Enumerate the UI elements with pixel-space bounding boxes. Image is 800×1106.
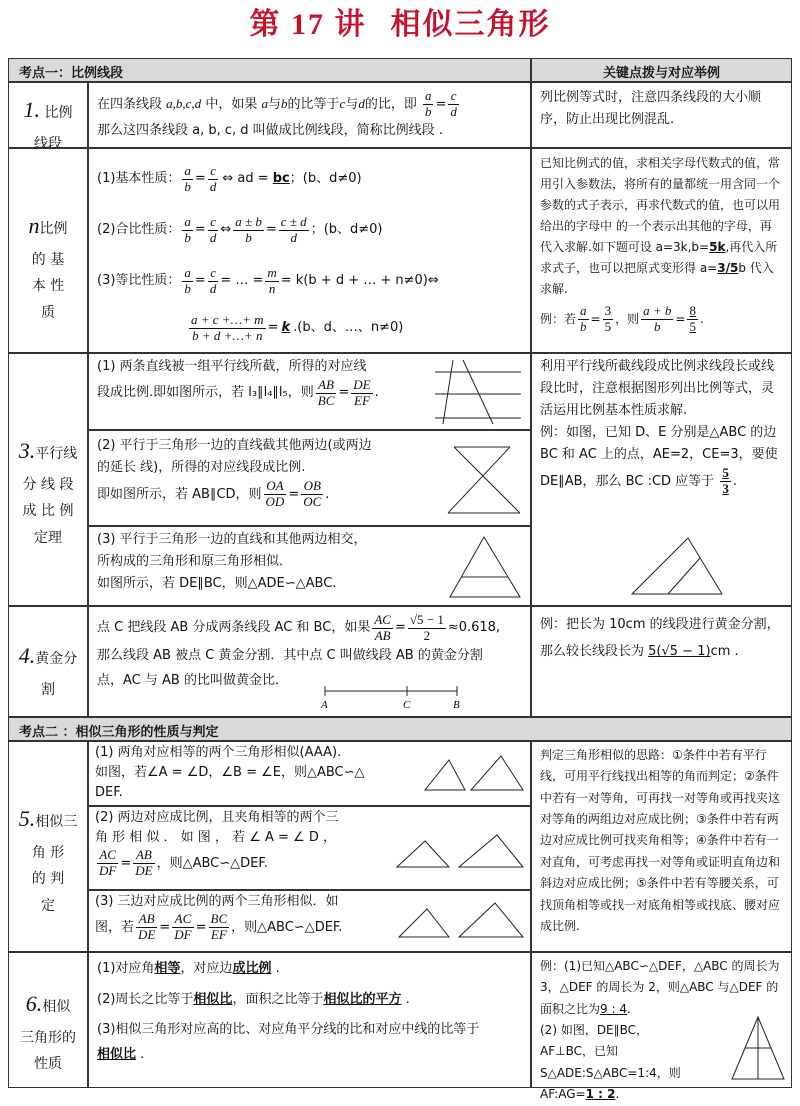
text-fragment: $\frac{AC}{DF}$ = $\frac{AB}{DE}$ ，则△ABC∽△DEF. <box>99 847 268 879</box>
triangle-abc <box>632 538 722 594</box>
numerator: AB <box>316 378 337 394</box>
triangle-def <box>471 756 523 790</box>
numerator: OA <box>264 479 287 495</box>
numerator: AB <box>133 848 154 864</box>
section1-right-header <box>531 58 792 82</box>
text-fragment: (2) 平行于三角形一边的直线截其他两边(或两边 <box>97 438 372 453</box>
row1-right <box>531 82 792 148</box>
key-points-title: 关键点拨与对应举例 <box>602 66 720 81</box>
text-fragment: 如图所示，若 DE∥BC，则△ADE∽△ABC. <box>97 576 337 592</box>
fraction <box>208 164 219 195</box>
fraction <box>182 215 193 246</box>
fraction <box>264 479 287 510</box>
denominator: OC <box>303 494 322 510</box>
text-fragment: 图，若 <box>95 919 135 935</box>
fraction <box>233 215 264 246</box>
row5-number: 5. <box>18 806 36 831</box>
row1-label-b: 线段 <box>34 135 62 152</box>
fraction-c-d <box>448 89 459 120</box>
row4-right <box>531 606 792 717</box>
sum-property-label: (2)合比性质： <box>97 221 181 237</box>
row2-example: 例：若 $\frac{a}{b}$ = $\frac{3}{5}$ ，则 $\frac{a + b}{b}$ = $\frac{8}{5}$ . <box>540 303 704 334</box>
denominator: EF <box>210 927 227 943</box>
row5-right <box>531 741 792 952</box>
row6-label <box>8 952 88 1088</box>
text-fragment: 例：(1)已知△ABC∽△DEF，△ABC 的周长为 3，△DEF 的周长为 2，则△ABC 与△DEF 的面积之比为 <box>540 959 780 1016</box>
numerator: a <box>580 303 587 318</box>
denominator: d <box>290 229 297 245</box>
fraction <box>208 266 219 297</box>
denominator: b <box>653 318 661 334</box>
denominator: d <box>209 229 217 245</box>
fraction <box>578 304 589 335</box>
numerator: 8 <box>689 303 696 318</box>
sas-figure <box>389 827 529 877</box>
answer-proportional: 成比例 <box>232 961 272 976</box>
row6-label-a: 相似 <box>42 999 71 1015</box>
denominator: b <box>580 318 587 334</box>
row2-tip <box>540 153 783 300</box>
text-fragment: = k(b + d + … + n≠0)⇔ <box>280 272 439 288</box>
numerator: AB <box>136 912 157 928</box>
fraction <box>316 378 337 409</box>
sss-figure <box>393 897 529 949</box>
answer-fraction <box>720 466 731 497</box>
fraction <box>279 215 309 246</box>
text-fragment: (3) 三边对应成比例的两个三角形相似．如 <box>95 894 339 909</box>
denominator: b + d +…+ n <box>192 327 263 343</box>
sum-property: (2)合比性质： $\frac{a}{b}$ = $\frac{c}{d}$ ⇔ $\frac{a \pm b}{b}$ = $\frac{c \pm d}{d}$ ；(b、d≠0) <box>97 213 383 245</box>
triangle-similar-text <box>97 529 437 595</box>
triangle-de-bc-figure <box>444 533 526 603</box>
row4-label-a: 黄金分 <box>35 651 78 667</box>
fraction <box>172 912 193 943</box>
parallel-lines-figure <box>429 358 525 426</box>
row5-label <box>8 741 88 952</box>
aaa-text <box>95 743 385 803</box>
triangle-def <box>459 903 523 937</box>
denominator: b <box>184 178 191 194</box>
text-fragment: 与 <box>345 96 359 112</box>
text-fragment: .(b、d、…、n≠0) <box>293 319 404 335</box>
denominator: OD <box>265 494 285 510</box>
text-fragment: 段成比例.即如图所示，若 l₃∥l₄∥l₅，则 <box>97 385 314 401</box>
text-fragment: ，则△ABC∽△DEF. <box>156 855 268 871</box>
section1-header <box>8 58 531 82</box>
section1-title: 考点一：比例线段 <box>19 66 124 81</box>
var-list: a,b,c,d <box>166 95 202 111</box>
row2-label-b: 的 基 <box>31 251 65 268</box>
denominator: d <box>450 103 457 119</box>
text-fragment: 与 <box>267 96 281 112</box>
row3-label-c: 成 比 例 <box>22 503 74 520</box>
numerator: a <box>184 264 191 280</box>
denominator: BC <box>317 393 335 409</box>
fraction <box>372 613 393 644</box>
row5-sub3 <box>88 890 531 952</box>
numerator: 5 <box>722 465 729 481</box>
row3-number: 3. <box>18 438 36 463</box>
row1-tip: 列比例等式时，注意四条线段的大小顺序，防止出现比例混乱. <box>540 90 762 128</box>
section2-header <box>8 717 792 741</box>
row5-sub1 <box>88 741 531 806</box>
point-a-label: A <box>321 699 328 711</box>
row6-example-1 <box>540 956 783 1020</box>
answer-bc: bc <box>272 170 290 186</box>
text-fragment: . <box>271 961 280 976</box>
row5-sub2 <box>88 806 531 890</box>
text-fragment: 中，如果 <box>205 96 258 112</box>
parallel-lines-text <box>97 356 427 409</box>
equals: = <box>435 96 447 112</box>
row6-number: 6. <box>25 991 43 1016</box>
text-fragment: (3)相似三角形对应高的比、对应角平分线的比和对应中线的比等于 <box>97 1022 480 1038</box>
text-fragment: ，面积之比等于 <box>232 991 324 1007</box>
hourglass-figure <box>444 439 526 521</box>
golden-ratio-line2: 那么线段 AB 被点 C 黄金分割．其中点 C 叫做线段 AB 的黄金分割 <box>97 647 483 663</box>
row3-label-b: 分 线 段 <box>22 476 74 493</box>
denominator: EF <box>354 393 370 409</box>
numerator: a <box>184 162 191 178</box>
row3-label-a: 平行线 <box>35 446 78 462</box>
numerator: 3 <box>604 303 612 318</box>
point-b-label: B <box>453 699 460 711</box>
numerator: a + b <box>643 303 672 318</box>
triangle-abc <box>450 537 520 597</box>
fraction <box>136 912 157 943</box>
example-triangle-figure-2 <box>728 1013 788 1085</box>
denominator: DF <box>174 927 192 943</box>
sss-text <box>95 892 395 943</box>
text-fragment: ,再代入所求式子，也可以把原式变形得 a= <box>540 240 778 275</box>
numerator: OB <box>301 479 323 495</box>
denominator: b <box>424 103 432 119</box>
fraction <box>351 378 372 409</box>
text-fragment: ；(b、d≠0) <box>310 221 383 237</box>
var-b: b <box>281 95 288 111</box>
row3-label <box>8 353 88 606</box>
golden-section-figure <box>317 681 467 711</box>
numerator: a <box>424 88 432 103</box>
row6-label-c: 性质 <box>34 1056 62 1073</box>
row5-label-a: 相似三 <box>35 814 78 830</box>
text-fragment: ⇔ ad = <box>222 170 269 186</box>
var-a: a <box>261 95 268 111</box>
text-fragment: ，则 <box>615 311 640 326</box>
row2-label-c: 本 性 <box>31 278 65 295</box>
text-fragment: b 代入求解. <box>540 261 774 296</box>
row6-content <box>88 952 531 1088</box>
row3-sub2 <box>88 430 531 526</box>
segment-ac <box>454 447 520 513</box>
text-fragment: ；(b、d≠0) <box>289 170 362 186</box>
text-fragment: 即如图所示，若 AB∥CD，则 $\frac{OA}{OD}$ = $\frac{OB}{OC}$ . <box>97 478 330 510</box>
text-fragment: 例：把长为 10cm 的线段进行黄金分割，那么较长线段长为 <box>540 617 780 660</box>
fraction <box>189 313 266 344</box>
var-c: c <box>339 95 346 111</box>
text-fragment: 如图，若∠A = ∠D，∠B = ∠E，则△ABC∽△ <box>95 765 365 781</box>
example-triangle-figure <box>628 534 728 602</box>
row4-number: 4. <box>18 643 36 668</box>
golden-ratio-line3: 点，AC 与 AB 的比叫做黄金比． <box>97 672 288 688</box>
fraction <box>641 304 673 335</box>
row3-right <box>531 353 792 606</box>
fraction <box>265 266 278 297</box>
numerator: √5 − 1 <box>409 612 444 627</box>
fraction-a-b <box>423 89 434 120</box>
row2-number: n <box>28 213 40 238</box>
numerator: m <box>267 264 277 280</box>
row2-content <box>88 148 531 353</box>
text-fragment: 在四条线段 <box>97 96 163 112</box>
basic-property: (1)基本性质： $\frac{a}{b}$ = $\frac{c}{d}$ ⇔ ad = bc ；(b、d≠0) <box>97 162 362 194</box>
numerator: c <box>208 266 219 282</box>
triangle-parallel-text <box>97 435 437 510</box>
denominator: n <box>268 280 276 296</box>
fraction <box>182 266 193 297</box>
text-fragment: 点 C 把线段 AB 分成两条线段 AC 和 BC，如果 <box>97 620 371 636</box>
golden-ratio-line1: 点 C 把线段 AB 分成两条线段 AC 和 BC，如果 $\frac{AC}{AB}$ = $\frac{√5 - 1}{2}$ ≈0.618, <box>97 612 501 643</box>
text-fragment: DEF. <box>95 785 123 801</box>
answer-area-ratio: 9 : 4 <box>600 1001 627 1016</box>
text-fragment: ，对应边 <box>180 961 233 976</box>
denominator: DE <box>135 863 153 879</box>
text-fragment: = … = <box>220 272 264 288</box>
row3-label-d: 定理 <box>34 529 62 546</box>
numerator: AC <box>172 912 193 928</box>
text-fragment: . <box>401 991 410 1007</box>
text-fragment: . <box>699 311 704 326</box>
section2-title: 考点二 ：相似三角形的性质与判定 <box>19 725 219 740</box>
row5-label-c: 的 判 <box>31 871 65 888</box>
denominator: b <box>184 229 191 245</box>
text-fragment: (1) 两角对应相等的两个三角形相似(AAA). <box>95 745 342 760</box>
numerator: AC <box>374 612 391 627</box>
row2-label <box>8 148 88 353</box>
row2-label-a: 比例 <box>39 221 68 237</box>
property-3 <box>97 1018 522 1067</box>
text-fragment: ≈0.618, <box>447 620 501 636</box>
answer-similarity-ratio-2: 相似比 <box>97 1047 137 1063</box>
equal-ratio-sum: $\frac{a + c +\dots+ m}{b + d +\dots+ n}$ = k .(b、d、…、n≠0) <box>191 311 404 343</box>
fraction <box>97 848 118 879</box>
fraction <box>408 613 446 644</box>
numerator: c <box>208 215 219 231</box>
text-fragment: 的比等于 <box>287 96 340 112</box>
fraction <box>182 164 193 195</box>
property-1 <box>97 957 522 982</box>
text-fragment: 图，若 $\frac{AB}{DE}$ = $\frac{AC}{DF}$ = $\frac{BC}{EF}$ ，则△ABC∽△DEF. <box>95 911 343 943</box>
text-fragment: (1)对应角 <box>97 961 155 976</box>
numerator: a + c +…+ m <box>191 311 264 327</box>
transversal-2 <box>463 360 493 424</box>
row2-right <box>531 148 792 353</box>
row3-sub1 <box>88 353 531 430</box>
denominator: DE <box>138 927 156 943</box>
row6-label-b: 三角形的 <box>20 1029 76 1046</box>
row5-tip: 判定三角形相似的思路：①条件中若有平行线，可用平行线找出相等的角而判定；②条件中若有一对等角，可再找一对等角或再找夹这对等角的两组边对应成比例；③条件中若有两边对应成比例可找夹角相等；④条件中若有一对直角，可考虑再找一对等角或证明直角边和斜边对应成比例；⑤条件中若有等腰关系，可找顶角相等或找一对底角相等或找底、腰对应成比例. <box>540 748 781 933</box>
text-fragment: . <box>626 1001 631 1016</box>
fraction <box>133 848 154 879</box>
numerator: DE <box>353 377 371 393</box>
answer-3-5: 3/5 <box>717 261 739 275</box>
row3-example <box>540 422 783 497</box>
text-fragment: (3) 平行于三角形一边的直线和其他两边相交， <box>97 532 367 547</box>
text-fragment: 的比，即 <box>364 96 417 112</box>
text-fragment: 即如图所示，若 AB∥CD，则 <box>97 486 262 502</box>
segment-bd <box>448 447 510 513</box>
row1-label-a: 比例 <box>44 105 73 121</box>
page-title <box>0 0 800 50</box>
denominator: 2 <box>423 627 431 643</box>
text-fragment: 的延长 线)，所得的对应线段成比例. <box>97 460 306 476</box>
answer-ratio-squared: 相似比的平方 <box>323 991 402 1007</box>
text-fragment: ，则△ABC∽△DEF. <box>231 919 343 935</box>
row6-right <box>531 952 792 1102</box>
row4-label-b: 割 <box>41 681 55 698</box>
denominator: 3 <box>722 481 729 497</box>
denominator: 5 <box>689 318 696 334</box>
row4-content <box>88 606 531 717</box>
row5-label-d: 定 <box>41 897 55 914</box>
text-fragment: 已知比例式的值，求相关字母代数式的值，常用引入参数法，将所有的量都统一用含同一个参数的式子表示，再求代数式的值，也可以用给出的字母中 的一个表示出其他的字母，再代入求解.如下题可设 a=3k,b= <box>540 156 781 254</box>
row5-label-b: 角 形 <box>31 844 65 861</box>
row1-label <box>8 82 88 152</box>
row1-number: 1. <box>23 97 41 122</box>
fraction <box>209 912 230 943</box>
text-fragment: (2) 两边对应成比例，且夹角相等的两个三 <box>95 810 339 825</box>
denominator: d <box>209 280 217 296</box>
answer-k: k <box>281 319 291 335</box>
answer-fraction <box>687 304 698 335</box>
text-fragment: 所构成的三角形和原三角形相似． <box>97 554 293 570</box>
row1-definition-line1 <box>97 89 522 120</box>
numerator: c <box>208 164 219 180</box>
numerator: c <box>448 89 459 105</box>
text-fragment: (2)周长之比等于 <box>97 991 194 1007</box>
triangle-abc <box>399 909 449 937</box>
text-fragment: . <box>732 474 737 490</box>
title-lecture-number: 第 17 讲 <box>249 8 367 41</box>
row4-label <box>8 606 88 717</box>
fraction <box>208 215 219 246</box>
fraction <box>301 479 323 510</box>
numerator: AC <box>97 848 118 864</box>
text-fragment: 例：如图，已知 D、E 分别是△ABC 的边 BC 和 AC 上的点，AE=2，CE=3，要使DE∥AB，那么 BC :CD 应等于 <box>540 425 778 490</box>
numerator: BC <box>210 911 228 927</box>
segment-de <box>668 558 700 594</box>
triangle-abc <box>397 841 449 867</box>
text-fragment: 角 形 相 似 ． 如 图 ， 若 ∠ A = ∠ D ， <box>95 830 336 846</box>
answer-equal: 相等 <box>154 961 181 976</box>
numerator: c ± d <box>280 213 307 229</box>
denominator: d <box>209 178 217 194</box>
fraction <box>603 304 614 335</box>
denominator: AB <box>374 627 391 643</box>
answer-golden: 5(√5 − 1) <box>648 644 711 660</box>
text-fragment: cm . <box>710 644 739 660</box>
row1-content <box>88 82 531 148</box>
property-2 <box>97 988 522 1013</box>
text-fragment: . <box>136 1047 145 1063</box>
title-text: 相似三角形 <box>390 8 551 41</box>
aaa-figure <box>419 752 529 798</box>
row3-tip: 利用平行线所截线段成比例求线段长或线段比时，注意根据图形列出比例等式，灵活运用比例基本性质求解. <box>540 359 775 419</box>
text-fragment: 段成比例.即如图所示，若 l₃∥l₄∥l₅，则 $\frac{AB}{BC}$ = $\frac{DE}{EF}$ . <box>97 377 379 409</box>
equal-ratio-property: (3)等比性质： $\frac{a}{b}$ = $\frac{c}{d}$ = … = $\frac{m}{n}$ = k(b + d + … + n≠0)⇔ <box>97 264 439 296</box>
point-c-label: C <box>403 699 411 711</box>
basic-property-label: (1)基本性质： <box>97 170 181 186</box>
sas-text <box>95 808 385 879</box>
equal-ratio-label: (3)等比性质： <box>97 272 181 288</box>
denominator: 5 <box>604 318 612 334</box>
row2-label-d: 质 <box>41 304 55 321</box>
numerator: a ± b <box>235 213 262 229</box>
answer-5k: 5k <box>709 240 726 254</box>
answer-height-ratio: 1 : 2 <box>585 1087 616 1102</box>
var-d: d <box>358 95 365 111</box>
transversal-1 <box>443 360 453 424</box>
row1-definition-line2: 那么这四条线段 a, b, c, d 叫做成比例线段，简称比例线段 . <box>97 122 443 138</box>
denominator: b <box>184 280 191 296</box>
text-fragment: . <box>615 1087 620 1102</box>
numerator: a <box>184 213 191 229</box>
denominator: DF <box>99 863 117 879</box>
text-fragment: (1) 两条直线被一组平行线所截，所得的对应线 <box>97 359 367 374</box>
denominator: b <box>245 229 252 245</box>
triangle-def <box>459 835 523 867</box>
triangle-abc <box>425 760 465 790</box>
text-fragment: (2) 如图，DE∥BC，AF⊥BC，已知 S△ADE:S△ABC=1:4，则 AF:AG= <box>540 1023 681 1102</box>
answer-similarity-ratio: 相似比 <box>193 991 233 1007</box>
text-fragment: 例：若 <box>540 311 577 326</box>
row3-sub3 <box>88 526 531 606</box>
